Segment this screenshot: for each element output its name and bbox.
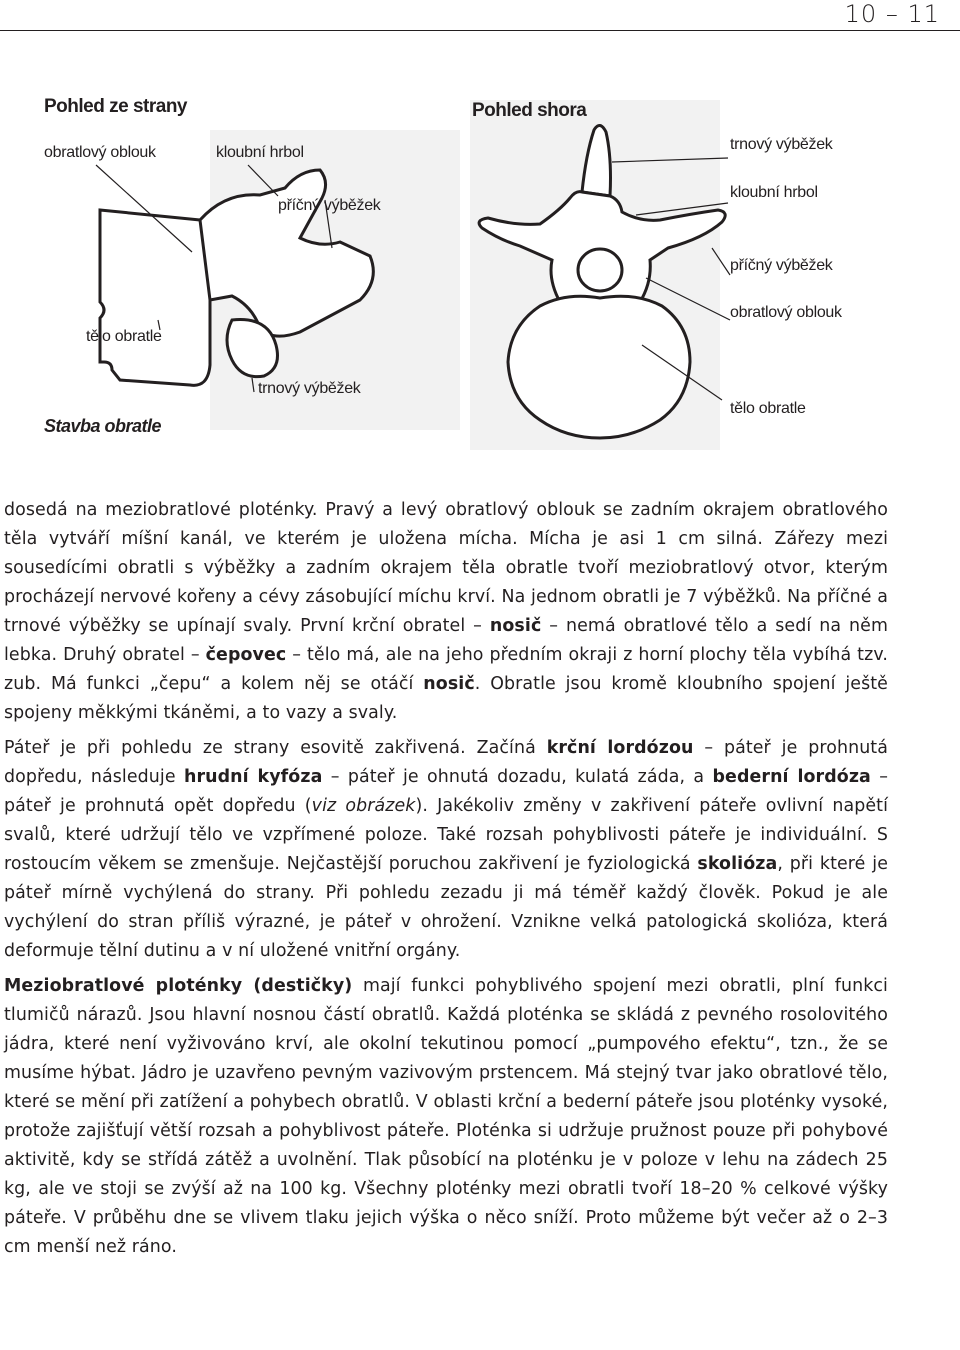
- term-cervical-lordosis: krční lordózou: [546, 738, 694, 758]
- paragraph2-text-3: – páteř je ohnutá dozadu, kulatá záda, a: [322, 767, 713, 787]
- top-vertebra-body: [508, 296, 690, 438]
- paragraph-vertebra-structure: [4, 496, 888, 728]
- side-vertebra-body: [100, 210, 210, 385]
- top-label-body: tělo obratle: [730, 400, 806, 417]
- figure-reference: viz obrázek: [311, 796, 416, 816]
- top-label-facet: kloubní hrbol: [730, 184, 818, 201]
- top-label-transverse: příčný výběžek: [730, 257, 833, 274]
- top-view-title: Pohled shora: [472, 100, 587, 121]
- side-view-title: Pohled ze strany: [44, 96, 187, 117]
- side-label-body: tělo obratle: [86, 328, 162, 345]
- top-label-spinous: trnový výběžek: [730, 136, 833, 153]
- term-lumbar-lordosis: bederní lordóza: [712, 767, 871, 787]
- term-nosic: nosič: [489, 616, 542, 636]
- paragraph2-text-1: Páteř je při pohledu ze strany esovitě zakřivená. Začíná: [4, 738, 547, 758]
- paragraph3-text-1: mají funkci pohyblivého spojení mezi obratli, plní funkci tlumičů nárazů. Jsou hlavní nosnou částí obratlů. Každá ploténka se skládá z pevného rosolovitého jádra, které není vyživováno krví, ale okolní tekutinou pomocí „pumpového efektu“, tzn., že se musíme hýbat. Jádro je uzavřeno pevným vazivovým prstencem. Má stejný tvar jako obratlové tělo, které se mění při zatížení a pohybech obratlů. V oblasti krční a bederní páteře jsou ploténky vysoké, protože zajišťují větší rozsah a pohyblivost páteře. Ploténka si udržuje pružnost pouze při pohybové aktivitě, kdy se střídá zátěž a uvolnění. Tlak působící na ploténku je v poloze v lehu na zádech 25 kg, ale ve stoji se zvýší až na 100 kg. Všechny ploténky mezi obratli tvoří 18–20 % celkové výšky páteře. V průběhu dne se vlivem tlaku jejich výška o něco sníží. Proto můžeme být večer až o 2–3 cm menší než ráno.: [4, 976, 888, 1257]
- side-label-spinous: trnový výběžek: [258, 380, 361, 397]
- term-nosic-2: nosič: [423, 674, 475, 694]
- header-rule: [0, 30, 960, 31]
- paragraph2-text-2: – páteř je prohnutá dopředu, následuje: [4, 738, 888, 787]
- term-cepovec: čepovec: [205, 645, 287, 665]
- term-thoracic-kyphosis: hrudní kyfóza: [183, 767, 323, 787]
- paragraph2-text-6: , při které je páteř mírně vychýlená do strany. Při pohledu zezadu ji má téměř každý člověk. Pokud je ale vychýlení do stran příliš výrazné, je páteř v ohrožení. Vznikne velká patologická skolióza, která deformuje tělní dutinu a v ní uložené vnitřní orgány.: [4, 854, 888, 961]
- paragraph1-text-1: dosedá na meziobratlové ploténky. Pravý a levý obratlový oblouk se zadním okrajem obratlového těla vytváří míšní kanál, ve kterém je uložena mícha. Mícha je asi 1 cm silná. Zářezy mezi sousedícími obratli s výběžky a zadním okrajem těla obratle tvoří meziobratlový otvor, kterým procházejí nervové kořeny a cévy zásobující míchu krví. Na jednom obratli je 7 výběžků. Na příčné a trnové výběžky se upínají svaly. První krční obratel –: [4, 500, 888, 636]
- side-label-facet: kloubní hrbol: [216, 144, 304, 161]
- side-label-arch: obratlový oblouk: [44, 144, 156, 161]
- paragraph2-text-4: – páteř je prohnutá opět dopředu (: [4, 767, 888, 816]
- vertebra-figure: [0, 70, 960, 470]
- figure-caption: Stavba obratle: [44, 416, 162, 436]
- paragraph1-text-3: – tělo má, ale na jeho předním okraji z horní plochy těla vybíhá tzv. zub. Má funkci „čepu“ a kolem něj se otáčí: [4, 645, 888, 694]
- paragraph1-text-4: . Obratle jsou kromě kloubního spojení ještě spojeny měkkými tkáněmi, a to vazy a svaly.: [4, 674, 888, 723]
- term-intervertebral-discs: Meziobratlové ploténky (destičky): [4, 976, 353, 996]
- top-label-arch: obratlový oblouk: [730, 304, 842, 321]
- top-vertebra-canal: [578, 249, 622, 291]
- side-label-transverse: příčný výběžek: [278, 197, 381, 214]
- term-scoliosis: skolióza: [697, 854, 778, 874]
- paragraph2-text-5: ). Jakékoliv změny v zakřivení páteře ovlivní napětí svalů, které udržují tělo ve vzpřímené poloze. Také rozsah pohyblivosti páteře je individuální. S rostoucím věkem se zmenšuje. Nejčastější poruchou zakřivení je fyziologická: [4, 796, 889, 874]
- paragraph-spine-curvature: [4, 734, 888, 966]
- page-number: 10 – 11: [844, 0, 940, 28]
- article-body: [4, 496, 888, 1268]
- paragraph-intervertebral-discs: [4, 972, 888, 1262]
- paragraph1-text-2: – nemá obratlové tělo a sedí na něm lebka. Druhý obratel –: [4, 616, 888, 665]
